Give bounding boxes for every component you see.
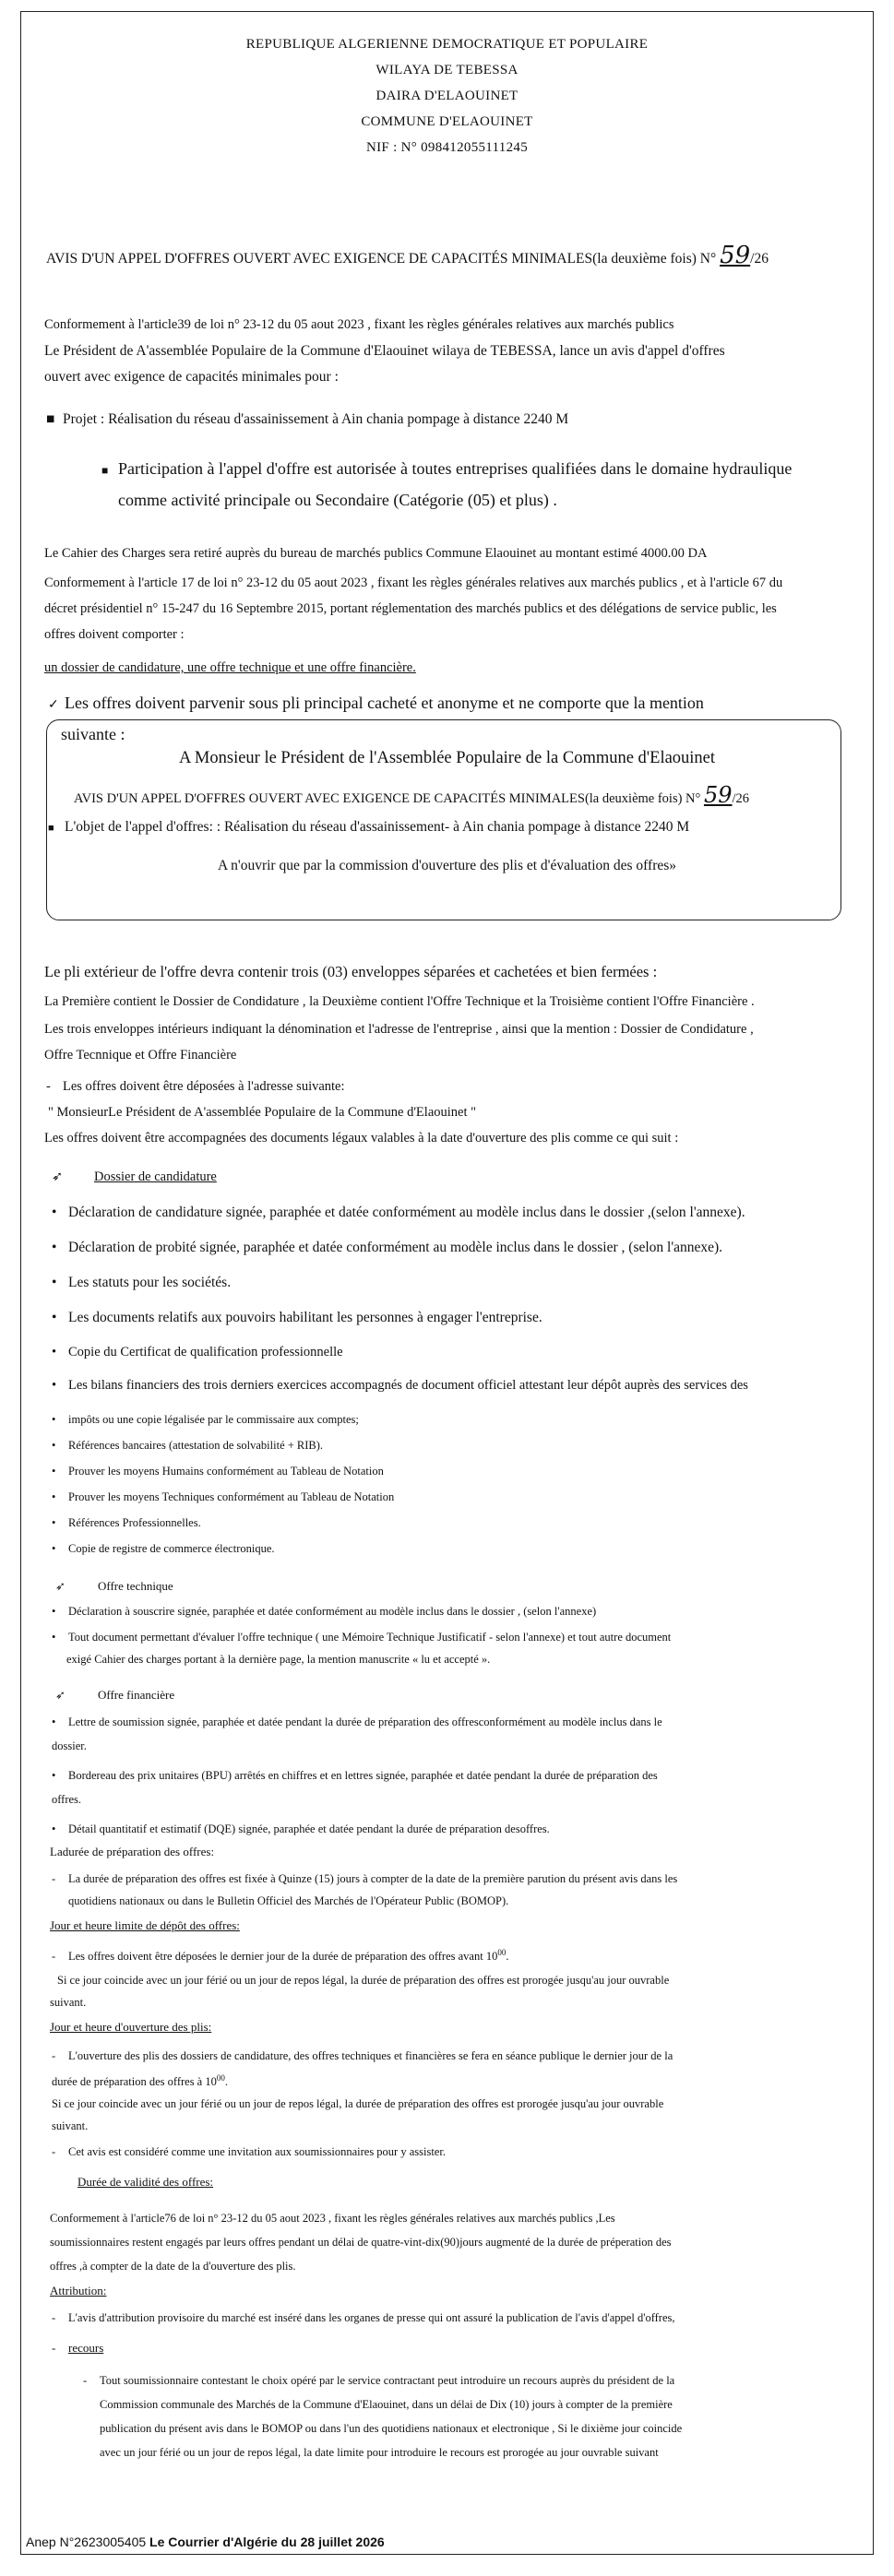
dossier-small-text: Références Professionnelles. [68, 1516, 201, 1529]
financiere-item-2 [52, 1769, 658, 1783]
dossier-small-text: Prouver les moyens Techniques conformément au Tableau de Notation [68, 1490, 395, 1503]
bullet-icon: • [52, 1240, 57, 1255]
footer-anep: Anep N°2623005405 [26, 2534, 147, 2549]
dash-bullet-icon: - [83, 2374, 88, 2387]
technique-title [55, 1579, 173, 1594]
technique-text-1: Déclaration à souscrire signée, paraphée et datée conformément au modèle inclus dans le dossier , (selon l'annexe) [68, 1605, 597, 1618]
dossier-small-item [52, 1490, 394, 1504]
header-line-5: NIF : N° 098412055111245 [365, 140, 528, 155]
participation-line-1 [101, 459, 792, 479]
square-bullet-icon: ■ [46, 411, 55, 427]
header-line-3: DAIRA D'ELAOUINET [375, 89, 519, 103]
pli-line-4: Offre Tecnnique et Offre Financière [44, 1048, 237, 1062]
technique-item-1 [52, 1605, 596, 1619]
box-line-3 [48, 819, 689, 836]
dossier-item-text: Les bilans financiers des trois derniers exercices accompagnés de document officiel attestant leur dépôt auprès des services des [68, 1378, 748, 1393]
dossier-small-item [52, 1413, 359, 1427]
dossier-item [52, 1275, 231, 1291]
ouverture-item-b [52, 2073, 228, 2089]
dash-bullet-icon: - [52, 2341, 56, 2355]
dossier-small-item [52, 1465, 384, 1478]
box-line-1: A Monsieur le Président de l'Assemblée Populaire de la Commune d'Elaouinet [178, 749, 716, 767]
dossier-item [52, 1240, 722, 1256]
ouverture-title: Jour et heure d'ouverture des plis: [50, 2020, 212, 2034]
ouverture-note-b: suivant. [52, 2119, 89, 2132]
validite-line-3: offres ,à compter de la date de la d'ouverture des plis. [50, 2260, 296, 2273]
validite-title-text: Durée de validité des offres: [77, 2175, 214, 2189]
dossier-title-text: Dossier de candidature [94, 1169, 217, 1184]
dossier-small-item [52, 1542, 275, 1556]
depot-text: Les offres doivent être déposées le dernier jour de la durée de préparation des offres avant 10 [68, 1950, 498, 1964]
cahier-line-2: Conformement à l'article 17 de loi n° 23-12 du 05 aout 2023 , fixant les règles générales relatives aux marchés publics , et à l'article 67 du [44, 576, 783, 590]
title-number: 59 [720, 242, 751, 269]
pli-line-5 [46, 1079, 345, 1095]
recours-line-2: Commission communale des Marchés de la Commune d'Elaouinet, dans un délai de Dix (10) jours à compter de la première [100, 2398, 673, 2411]
duree-item-1b: quotidiens nationaux ou dans le Bulletin Officiel des Marchés de l'Opérateur Public (BOMOP). [68, 1894, 509, 1907]
box-title-text: AVIS D'UN APPEL D'OFFRES OUVERT AVEC EXIGENCE DE CAPACITÉS MINIMALES(la deuxième fois) N° [74, 791, 701, 806]
footer [26, 2534, 385, 2549]
dossier-item-text: Copie du Certificat de qualification professionnelle [68, 1345, 343, 1359]
bullet-icon: • [52, 1465, 56, 1478]
bullet-icon: • [52, 1822, 56, 1835]
dossier-item [52, 1345, 343, 1360]
box-line-2 [74, 782, 749, 808]
bullet-icon: • [52, 1205, 57, 1220]
square-bullet-icon: ■ [48, 823, 54, 834]
footer-newspaper: Le Courrier d'Algérie du 28 juillet 2026 [149, 2534, 385, 2549]
check-mark-icon: ✓ [48, 698, 59, 712]
cahier-text-6: Les offres doivent parvenir sous pli principal cacheté et anonyme et ne comporte que la mention [65, 694, 704, 712]
recours-line-3: publication du présent avis dans le BOMOP ou dans l'un des quotidiens nationaux et electronique , Si le dixième jour coincide [100, 2422, 683, 2435]
bullet-icon: • [52, 1413, 56, 1426]
pli-line-6: " MonsieurLe Président de A'assemblée Populaire de la Commune d'Elaouinet " [48, 1105, 477, 1120]
technique-item-2b: exigé Cahier des charges portant à la dernière page, la mention manuscrite « lu et accepté ». [66, 1653, 491, 1666]
ouverture-text-a: L'ouverture des plis des dossiers de candidature, des offres techniques et financières se fera en séance publique le dernier jour de la [68, 2049, 673, 2062]
bullet-icon: • [52, 1769, 56, 1782]
pli-line-2: La Première contient le Dossier de Condidature , la Deuxième contient l'Offre Technique et la Troisième contient l'Offre Financière . [44, 994, 755, 1009]
financiere-item-3 [52, 1822, 550, 1836]
technique-text-2a: Tout document permettant d'évaluer l'offre technique ( une Mémoire Technique Justificatif - selon l'annexe) et tout autre document [68, 1631, 672, 1644]
ouverture-note-a: Si ce jour coincide avec un jour férié ou un jour de repos légal, la durée de préparation des offres est prorogée jusqu'au jour ouvrable [52, 2097, 664, 2110]
cahier-line-7: suivante : [61, 725, 125, 743]
cahier-line-3: décret présidentiel n° 15-247 du 16 Septembre 2015, portant réglementation des marchés publics et des délégations de service public, les [44, 601, 777, 616]
recours-line-4: avec un jour férié ou un jour de repos légal, la date limite pour introduire le recours est prorogée au jour ouvrable suivant [100, 2446, 659, 2459]
depot-title: Jour et heure limite de dépôt des offres: [50, 1918, 240, 1932]
bullet-icon: • [52, 1605, 56, 1618]
cahier-line-1: Le Cahier des Charges sera retiré auprès du bureau de marchés publics Commune Elaouinet au montant estimé 4000.00 DA [44, 546, 708, 561]
bullet-icon: • [52, 1439, 56, 1452]
financiere-item-1b: dossier. [52, 1739, 87, 1752]
arrow-bullet-icon: ➶ [52, 1169, 64, 1184]
intro-line-2: Le Président de A'assemblée Populaire de la Commune d'Elaouinet wilaya de TEBESSA, lance un avis d'appel d'offres [44, 343, 725, 359]
bullet-icon: • [52, 1378, 57, 1393]
box-line-4: A n'ouvrir que par la commission d'ouverture des plis et d'évaluation des offres» [217, 858, 677, 873]
bullet-icon: • [52, 1345, 57, 1359]
dash-bullet-icon: - [46, 1079, 51, 1094]
dossier-small-text: impôts ou une copie légalisée par le commissaire aux comptes; [68, 1413, 359, 1426]
duree-text-1a: La durée de préparation des offres est fixée à Quinze (15) jours à compter de la date de la première parution du présent avis dans les [68, 1872, 678, 1885]
financiere-item-2b: offres. [52, 1793, 82, 1806]
square-bullet-icon: ■ [101, 464, 109, 477]
bullet-icon: • [52, 1715, 56, 1728]
bullet-icon: • [52, 1631, 56, 1644]
pli-line-1: Le pli extérieur de l'offre devra contenir trois (03) enveloppes séparées et cachetées et bien fermées : [44, 963, 658, 980]
page-title [46, 242, 769, 269]
dash-bullet-icon: - [52, 2145, 56, 2158]
recours-title [52, 2341, 103, 2356]
pli-text-5: Les offres doivent être déposées à l'adresse suivante: [63, 1079, 345, 1094]
financiere-title [55, 1688, 174, 1703]
recours-line-1 [83, 2374, 674, 2388]
arrow-bullet-icon: ➶ [55, 1579, 66, 1593]
ouverture-time-sup: 00 [216, 2073, 225, 2083]
projet-text: Projet : Réalisation du réseau d'assainissement à Ain chania pompage à distance 2240 M [63, 411, 569, 427]
projet-line [46, 411, 568, 428]
dossier-small-item [52, 1439, 323, 1453]
dossier-item [52, 1378, 748, 1394]
financiere-text-2a: Bordereau des prix unitaires (BPU) arrêtés en chiffres et en lettres signée, paraphée et datée pendant la durée de préparation des [68, 1769, 658, 1782]
financiere-item-1 [52, 1715, 662, 1729]
duree-title: Ladurée de préparation des offres: [50, 1845, 215, 1858]
pli-line-7: Les offres doivent être accompagnées des documents légaux valables à la date d'ouverture des plis comme ce qui suit : [44, 1131, 679, 1146]
header-line-4: COMMUNE D'ELAOUINET [361, 114, 533, 129]
dossier-small-text: Prouver les moyens Humains conformément au Tableau de Notation [68, 1465, 384, 1478]
financiere-title-text: Offre financière [98, 1688, 175, 1702]
dossier-small-item [52, 1516, 201, 1530]
bullet-icon: • [52, 1275, 57, 1290]
bullet-icon: • [52, 1490, 56, 1503]
technique-title-text: Offre technique [98, 1579, 173, 1593]
box-objet-text: L'objet de l'appel d'offres: : Réalisation du réseau d'assainissement- à Ain chania pompage à distance 2240 M [65, 819, 690, 835]
attribution-title: Attribution: [50, 2284, 107, 2297]
title-text: AVIS D'UN APPEL D'OFFRES OUVERT AVEC EXIGENCE DE CAPACITÉS MINIMALES(la deuxième fois) N° [46, 251, 717, 267]
bullet-icon: • [52, 1516, 56, 1529]
header-line-1: REPUBLIQUE ALGERIENNE DEMOCRATIQUE ET POPULAIRE [245, 37, 649, 52]
duree-item-1 [52, 1872, 677, 1886]
financiere-text-3: Détail quantitatif et estimatif (DQE) signée, paraphée et datée pendant la durée de préparation desoffres. [68, 1822, 550, 1835]
dossier-item [52, 1205, 745, 1221]
ouverture-end: . [224, 2075, 228, 2089]
depot-note-a: Si ce jour coincide avec un jour férié ou un jour de repos légal, la durée de préparation des offres est prorogée jusqu'au jour ouvrable [57, 1974, 670, 1987]
dash-bullet-icon: - [52, 1950, 56, 1964]
dash-bullet-icon: - [52, 1872, 56, 1885]
dossier-item-text: Déclaration de candidature signée, paraphée et datée conformément au modèle inclus dans le dossier ,(selon l'annexe). [68, 1205, 745, 1220]
recours-title-text: recours [68, 2341, 104, 2355]
validite-line-1: Conformement à l'article76 de loi n° 23-12 du 05 aout 2023 , fixant les règles générales relatives aux marchés publics ,Les [50, 2212, 615, 2225]
header-line-2: WILAYA DE TEBESSA [375, 63, 519, 77]
cahier-line-4: offres doivent comporter : [44, 627, 185, 642]
depot-end: . [506, 1950, 509, 1964]
depot-note-b: suivant. [50, 1996, 87, 2009]
arrow-bullet-icon: ➶ [55, 1688, 66, 1702]
title-year: /26 [750, 251, 769, 267]
box-number: 59 [703, 782, 733, 808]
bullet-icon: • [52, 1542, 56, 1555]
dossier-small-text: Références bancaires (attestation de solvabilité + RIB). [68, 1439, 324, 1452]
dossier-title [52, 1169, 217, 1185]
financiere-text-1a: Lettre de soumission signée, paraphée et datée pendant la durée de préparation des offresconformément au modèle inclus dans le [68, 1715, 662, 1728]
bullet-icon: • [52, 1310, 57, 1325]
dash-bullet-icon: - [52, 2311, 56, 2324]
depot-time-sup: 00 [497, 1948, 507, 1957]
ouverture-item [52, 2049, 673, 2063]
dossier-item [52, 1310, 542, 1326]
intro-line-3: ouvert avec exigence de capacités minimales pour : [44, 369, 339, 385]
participation-text-1: Participation à l'appel d'offre est autorisée à toutes entreprises qualifiées dans le domaine hydraulique [118, 459, 793, 478]
recours-text-1: Tout soumissionnaire contestant le choix opéré par le service contractant peut introduire un recours auprès du président de la [100, 2374, 675, 2387]
participation-line-2: comme activité principale ou Secondaire (Catégorie (05) et plus) . [118, 491, 557, 509]
attribution-text: L'avis d'attribution provisoire du marché est inséré dans les organes de presse qui ont assuré la publication de l'avis d'appel d'offres, [68, 2311, 675, 2324]
validite-title [77, 2175, 213, 2190]
technique-item-2 [52, 1631, 671, 1644]
cahier-line-5: un dossier de candidature, une offre technique et une offre financière. [44, 660, 416, 675]
depot-item [52, 1948, 508, 1964]
cahier-line-6 [48, 694, 704, 713]
invitation-item [52, 2145, 446, 2159]
dossier-item-text: Les documents relatifs aux pouvoirs habilitant les personnes à engager l'entreprise. [68, 1310, 542, 1325]
box-year: /26 [732, 791, 750, 806]
dash-bullet-icon: - [52, 2049, 56, 2062]
attribution-item [52, 2311, 675, 2325]
validite-line-2: soumissionnaires restent engagés par leurs offres pendant un délai de quatre-vint-dix(90)jours augmenté de la durée de préperation des [50, 2236, 672, 2249]
invitation-text: Cet avis est considéré comme une invitation aux soumissionnaires pour y assister. [68, 2145, 446, 2158]
dossier-item-text: Déclaration de probité signée, paraphée et datée conformément au modèle inclus dans le dossier , (selon l'annexe). [68, 1240, 723, 1255]
dossier-small-text: Copie de registre de commerce électronique. [68, 1542, 275, 1555]
dossier-item-text: Les statuts pour les sociétés. [68, 1275, 232, 1290]
ouverture-text-b: durée de préparation des offres à 10 [52, 2075, 217, 2089]
pli-line-3: Les trois enveloppes intérieurs indiquant la dénomination et l'adresse de l'entreprise , ainsi que la mention : Dossier de Condidature , [44, 1022, 754, 1037]
intro-line-1: Conformement à l'article39 de loi n° 23-12 du 05 aout 2023 , fixant les règles générales relatives aux marchés publics [44, 317, 674, 332]
